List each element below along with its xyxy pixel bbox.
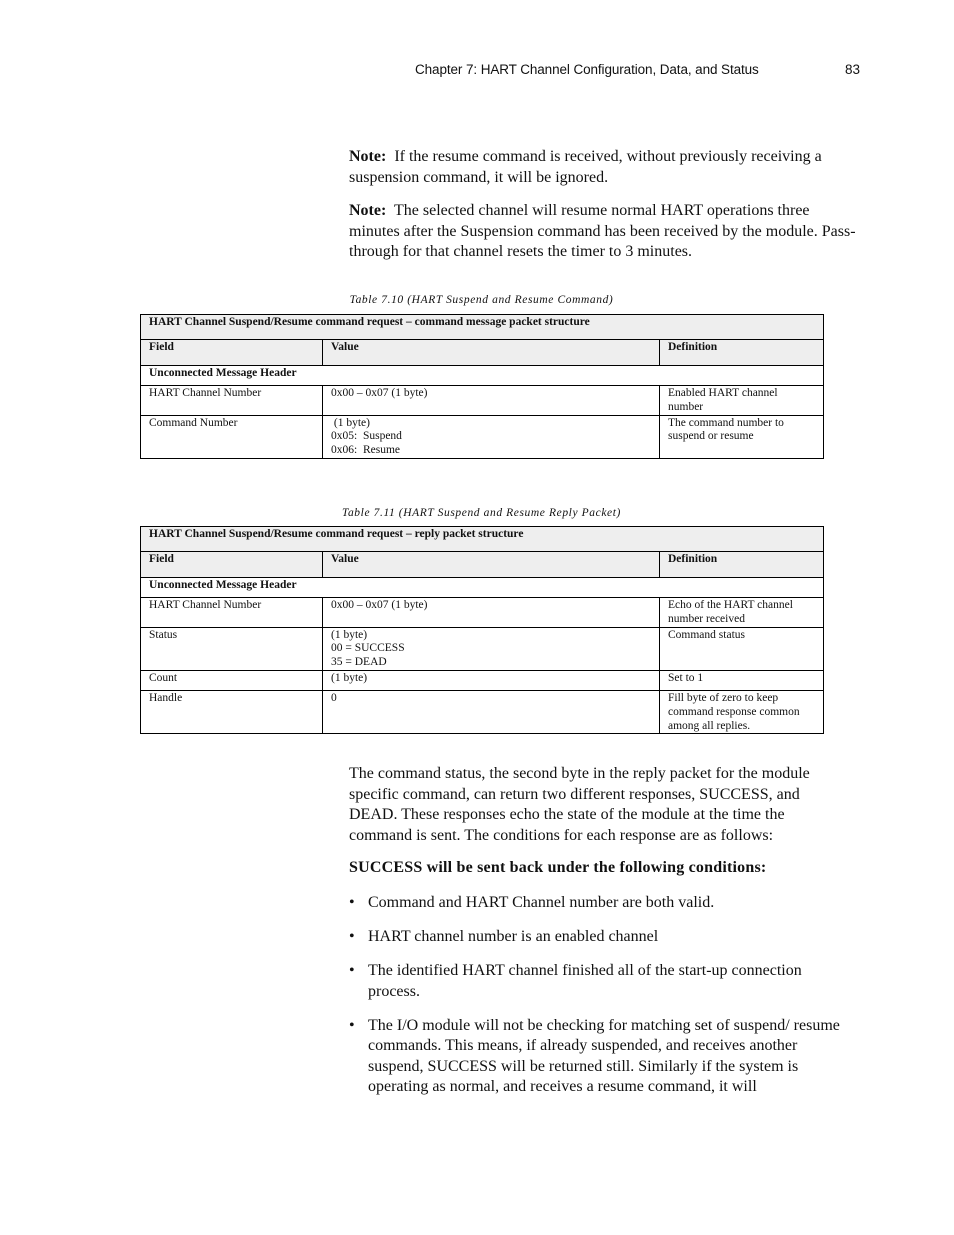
column-header-definition: Definition	[660, 340, 824, 366]
list-item	[349, 927, 854, 948]
value-line: (1 byte)	[331, 671, 368, 684]
bullet-icon: •	[349, 894, 355, 911]
definition-line: number	[668, 400, 704, 413]
success-conditions-list	[349, 893, 854, 1111]
note-text: The selected channel will resume normal HART operations three minutes after the Suspension command has been received by the module. Pass-through for that channel resets the timer to 3 minutes.	[349, 202, 856, 260]
value-line: 0x00 – 0x07 (1 byte)	[331, 387, 428, 399]
note-text: If the resume command is received, without previously receiving a suspension command, it will be ignored.	[349, 148, 822, 186]
definition-line: Echo of the HART channel	[668, 599, 793, 611]
table-caption: Table 7.10 (HART Suspend and Resume Command)	[349, 294, 614, 306]
column-header-field: Field	[141, 552, 323, 578]
list-item-text: Command and HART Channel number are both valid.	[368, 894, 715, 911]
table-row	[141, 690, 824, 733]
list-item	[349, 893, 854, 914]
note-label: Note:	[349, 202, 387, 219]
value-line: 0x00 – 0x07 (1 byte)	[331, 599, 428, 611]
field-cell: Status	[141, 627, 323, 670]
status-paragraph	[349, 764, 849, 846]
definition-line: among all replies.	[668, 719, 751, 732]
table-row	[141, 670, 824, 690]
page-header: Chapter 7: HART Channel Configuration, Data, and Status	[415, 62, 759, 77]
field-cell: Command Number	[141, 415, 323, 458]
bullet-icon: •	[349, 928, 355, 945]
definition-cell	[660, 415, 824, 458]
definition-cell	[660, 670, 824, 690]
definition-line: Fill byte of zero to keep	[668, 691, 779, 704]
list-item	[349, 1016, 854, 1098]
table-row	[141, 415, 824, 458]
page-number: 83	[845, 62, 861, 77]
note-label: Note:	[349, 148, 387, 165]
definition-line: The command number to	[668, 416, 784, 429]
value-cell	[323, 598, 660, 628]
field-cell: HART Channel Number	[141, 386, 323, 416]
field-cell: HART Channel Number	[141, 598, 323, 628]
section-row: Unconnected Message Header	[141, 366, 824, 386]
value-cell	[323, 670, 660, 690]
definition-cell	[660, 386, 824, 416]
section-row: Unconnected Message Header	[141, 578, 824, 598]
value-line: 35 = DEAD	[331, 656, 387, 669]
table-row	[141, 386, 824, 416]
table-title: HART Channel Suspend/Resume command request – reply packet structure	[141, 527, 824, 552]
definition-cell	[660, 598, 824, 628]
definition-line: Enabled HART channel	[668, 387, 778, 399]
note-2	[349, 201, 859, 263]
definition-line: command response common	[668, 705, 800, 718]
definition-cell	[660, 627, 824, 670]
bullet-icon: •	[349, 1016, 355, 1034]
value-line: 0x05: Suspend	[331, 430, 402, 443]
value-cell	[323, 690, 660, 733]
column-header-value: Value	[323, 340, 660, 366]
definition-cell	[660, 690, 824, 733]
value-line: 0x06: Resume	[331, 444, 400, 457]
value-cell	[323, 386, 660, 416]
value-line: (1 byte)	[331, 628, 368, 641]
list-item-text: The I/O module will not be checking for matching set of suspend/ resume commands. This means, if already suspended, and receives another suspend, SUCCESS will be returned still. Similarly if the system is operating as normal, and receives a resume command, it will	[368, 1016, 840, 1095]
column-header-value: Value	[323, 552, 660, 578]
paragraph-text: The command status, the second byte in the reply packet for the module specific command, can return two different responses, SUCCESS, and DEAD. These responses echo the state of the module at the time the command is sent. The conditions for each response are as follows:	[349, 765, 810, 844]
column-header-field: Field	[141, 340, 323, 366]
definition-line: number received	[668, 612, 745, 625]
success-heading: SUCCESS will be sent back under the following conditions:	[349, 859, 767, 876]
table-row	[141, 627, 824, 670]
column-header-definition: Definition	[660, 552, 824, 578]
field-cell: Count	[141, 670, 323, 690]
list-item	[349, 961, 854, 1002]
value-cell	[323, 415, 660, 458]
definition-line: Command status	[668, 628, 745, 641]
value-line: 0	[331, 691, 337, 704]
command-packet-table	[140, 314, 824, 459]
table-caption: Table 7.11 (HART Suspend and Resume Reply Packet)	[342, 507, 621, 519]
bullet-icon: •	[349, 962, 355, 979]
list-item-text: The identified HART channel finished all of the start-up connection process.	[368, 962, 802, 1000]
value-line: (1 byte)	[331, 416, 370, 429]
value-line: 00 = SUCCESS	[331, 642, 405, 655]
table-row	[141, 598, 824, 628]
note-1	[349, 147, 859, 188]
definition-line: suspend or resume	[668, 430, 754, 443]
definition-line: Set to 1	[668, 671, 704, 684]
list-item-text: HART channel number is an enabled channel	[368, 928, 659, 945]
table-title: HART Channel Suspend/Resume command request – command message packet structure	[141, 315, 824, 340]
reply-packet-table	[140, 526, 824, 734]
value-cell	[323, 627, 660, 670]
field-cell: Handle	[141, 690, 323, 733]
